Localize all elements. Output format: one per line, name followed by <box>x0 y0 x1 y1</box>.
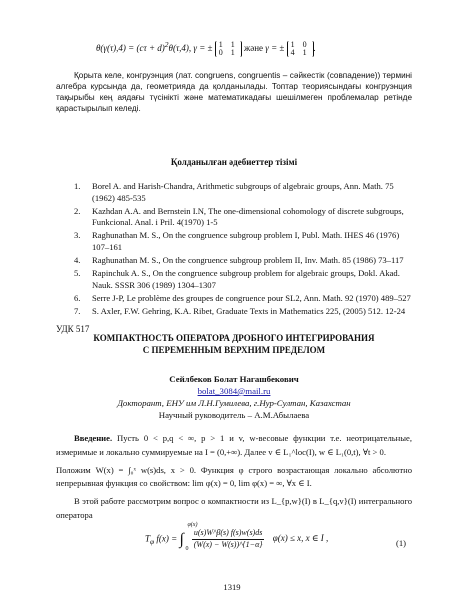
reference-number: 3. <box>74 230 81 241</box>
formula-and: және <box>244 43 264 53</box>
article-title-line-2: С ПЕРЕМЕННЫМ ВЕРХНИМ ПРЕДЕЛОМ <box>142 344 326 355</box>
intro-text-2: Положим W(x) = ∫₀ˣ w(s)ds, x > 0. Функция φ строго возрастающая локально абсолютно непрерывная функция со свойством: lim φ(x) = 0, lim φ(x) = ∞, ∀x ∈ I. <box>56 464 412 489</box>
author-email[interactable]: bolat_3084@mail.ru <box>197 385 271 396</box>
matrix-2 <box>287 41 314 58</box>
author-name: Сейлбеков Болат Нагашбекович <box>169 374 299 384</box>
udk-code: УДК 517 <box>56 324 90 334</box>
author-block <box>56 374 412 422</box>
reference-number: 4. <box>74 255 81 266</box>
integral-sign: ∫ φ(x) 0 <box>179 521 198 552</box>
author-affiliation: Докторант, ЕНУ им Л.Н.Гумилева, г.Нур-Султан, Казахстан <box>117 397 351 408</box>
matrix-2-row-1: 1 0 <box>290 39 310 49</box>
fraction-denominator: (W(x) − W(s))^{1−α} <box>193 539 263 549</box>
references-list <box>74 181 414 319</box>
article-title <box>56 333 412 356</box>
integral-lower-limit: 0 <box>185 545 189 552</box>
operator-symbol: T <box>145 533 151 544</box>
top-formula: $\theta(\gamma(\tau),4) = (c\tau + d)^2\theta(\tau,4)$, γ = ± 1 1 0 1 және γ = ± 1 0 4 1 . <box>96 39 316 57</box>
matrix-2-row-2: 4 1 <box>290 47 310 57</box>
references-title: Қолданылған әдебиеттер тізімі <box>170 157 298 167</box>
intro-text-3: В этой работе рассмотрим вопрос о компактности из L_{p,w}(I) в L_{q,v}(I) интегрального оператора <box>56 496 412 520</box>
matrix-1-row-1: 1 1 <box>218 39 238 49</box>
reference-item <box>74 230 414 253</box>
matrix-1 <box>215 41 242 58</box>
intro-text-1: Пусть 0 < p,q < ∞, p > 1 и v, w-весовые функции т.е. неотрицательные, измеримые и локально суммируемые на I = (0,+∞). Далее v ∈ L₁^loc(I), w ∈ L₁(0,t), ∀t > 0. <box>56 433 412 457</box>
operator-fraction <box>192 528 265 551</box>
formula-exponent: 2 <box>164 40 169 49</box>
intro-label: Введение. <box>74 433 113 443</box>
formula-lhs: θ(γ(τ),4) = (cτ + d) <box>96 43 165 53</box>
reference-item <box>74 268 414 291</box>
introduction-block <box>56 432 412 523</box>
formula-mid: θ(τ,4), γ = ± <box>168 43 213 53</box>
reference-item <box>74 181 414 204</box>
reference-number: 1. <box>74 181 81 191</box>
reference-number: 6. <box>74 292 81 303</box>
reference-number: 7. <box>74 305 81 316</box>
reference-item <box>74 306 414 318</box>
reference-text: Raghunathan M. S., On the congruence subgroup problem I, Publ. Math. IHES 46 (1976) 107–161 <box>92 230 400 252</box>
equation-number: (1) <box>396 538 407 548</box>
formula-tail: γ = ± <box>265 43 285 53</box>
reference-text: Serre J-P, Le problème des groupes de congruence pour SL2, Ann. Math. 92 (1970) 489–527 <box>92 292 411 303</box>
reference-text: Borel A. and Harish-Chandra, Arithmetic subgroups of algebraic groups, Ann. Math. 75 (1962) 485-535 <box>92 181 394 203</box>
fraction-numerator: u(s)W^β(s) f(s)w(s)ds <box>192 528 265 540</box>
operator-formula <box>145 521 415 558</box>
reference-text: S. Axler, F.W. Gehring, K.A. Ribet, Graduate Texts in Mathematics 225, (2005) 512. 12-24 <box>92 305 406 316</box>
page-number: 1319 <box>223 582 241 592</box>
reference-item <box>74 206 414 229</box>
scientific-advisor: Научный руководитель – А.М.Абылаева <box>158 409 310 420</box>
intro-paragraph-1 <box>56 432 412 460</box>
reference-text: Raghunathan M. S., On the congruence subgroup problem II, Inv. Math. 85 (1986) 73–117 <box>92 255 404 266</box>
reference-item <box>74 255 414 267</box>
article-title-line-1: КОМПАКТНОСТЬ ОПЕРАТОРА ДРОБНОГО ИНТЕГРИРОВАНИЯ <box>93 333 375 343</box>
integral-upper-limit: φ(x) <box>187 521 198 528</box>
reference-number: 5. <box>74 268 81 279</box>
operator-subscript: φ <box>150 537 155 547</box>
reference-item <box>74 293 414 305</box>
reference-text: Kazhdan A.A. and Bernstein I.N, The one-dimensional cohomology of discrete subgroups, Funkcional. Anal. i Pril. 4(1970) 1-5 <box>92 205 404 228</box>
matrix-1-row-2: 0 1 <box>218 47 238 57</box>
operator-condition: φ(x) ≤ x, x ∈ I , <box>272 533 329 544</box>
conclusion-paragraph: Қорыта келе, конгруэнция (лат. congruens, congruentis – сәйкестік (совпадение)) термині алгебра курсында да, геометрияда да қолданылады. Топтар теориясындағы конгруэнция тақырыбы кең аядағы түсінікті және математикадағы шешілмеген проблемалар ретінде қарастырылып келеді. <box>56 71 412 114</box>
operator-f: f(x) = <box>156 533 178 544</box>
reference-number: 2. <box>74 205 81 216</box>
reference-text: Rapinchuk A. S., On the congruence subgroup problem for algebraic groups, Dokl. Akad. Nauk. SSSR 306 (1989) 1304–1307 <box>92 268 400 290</box>
